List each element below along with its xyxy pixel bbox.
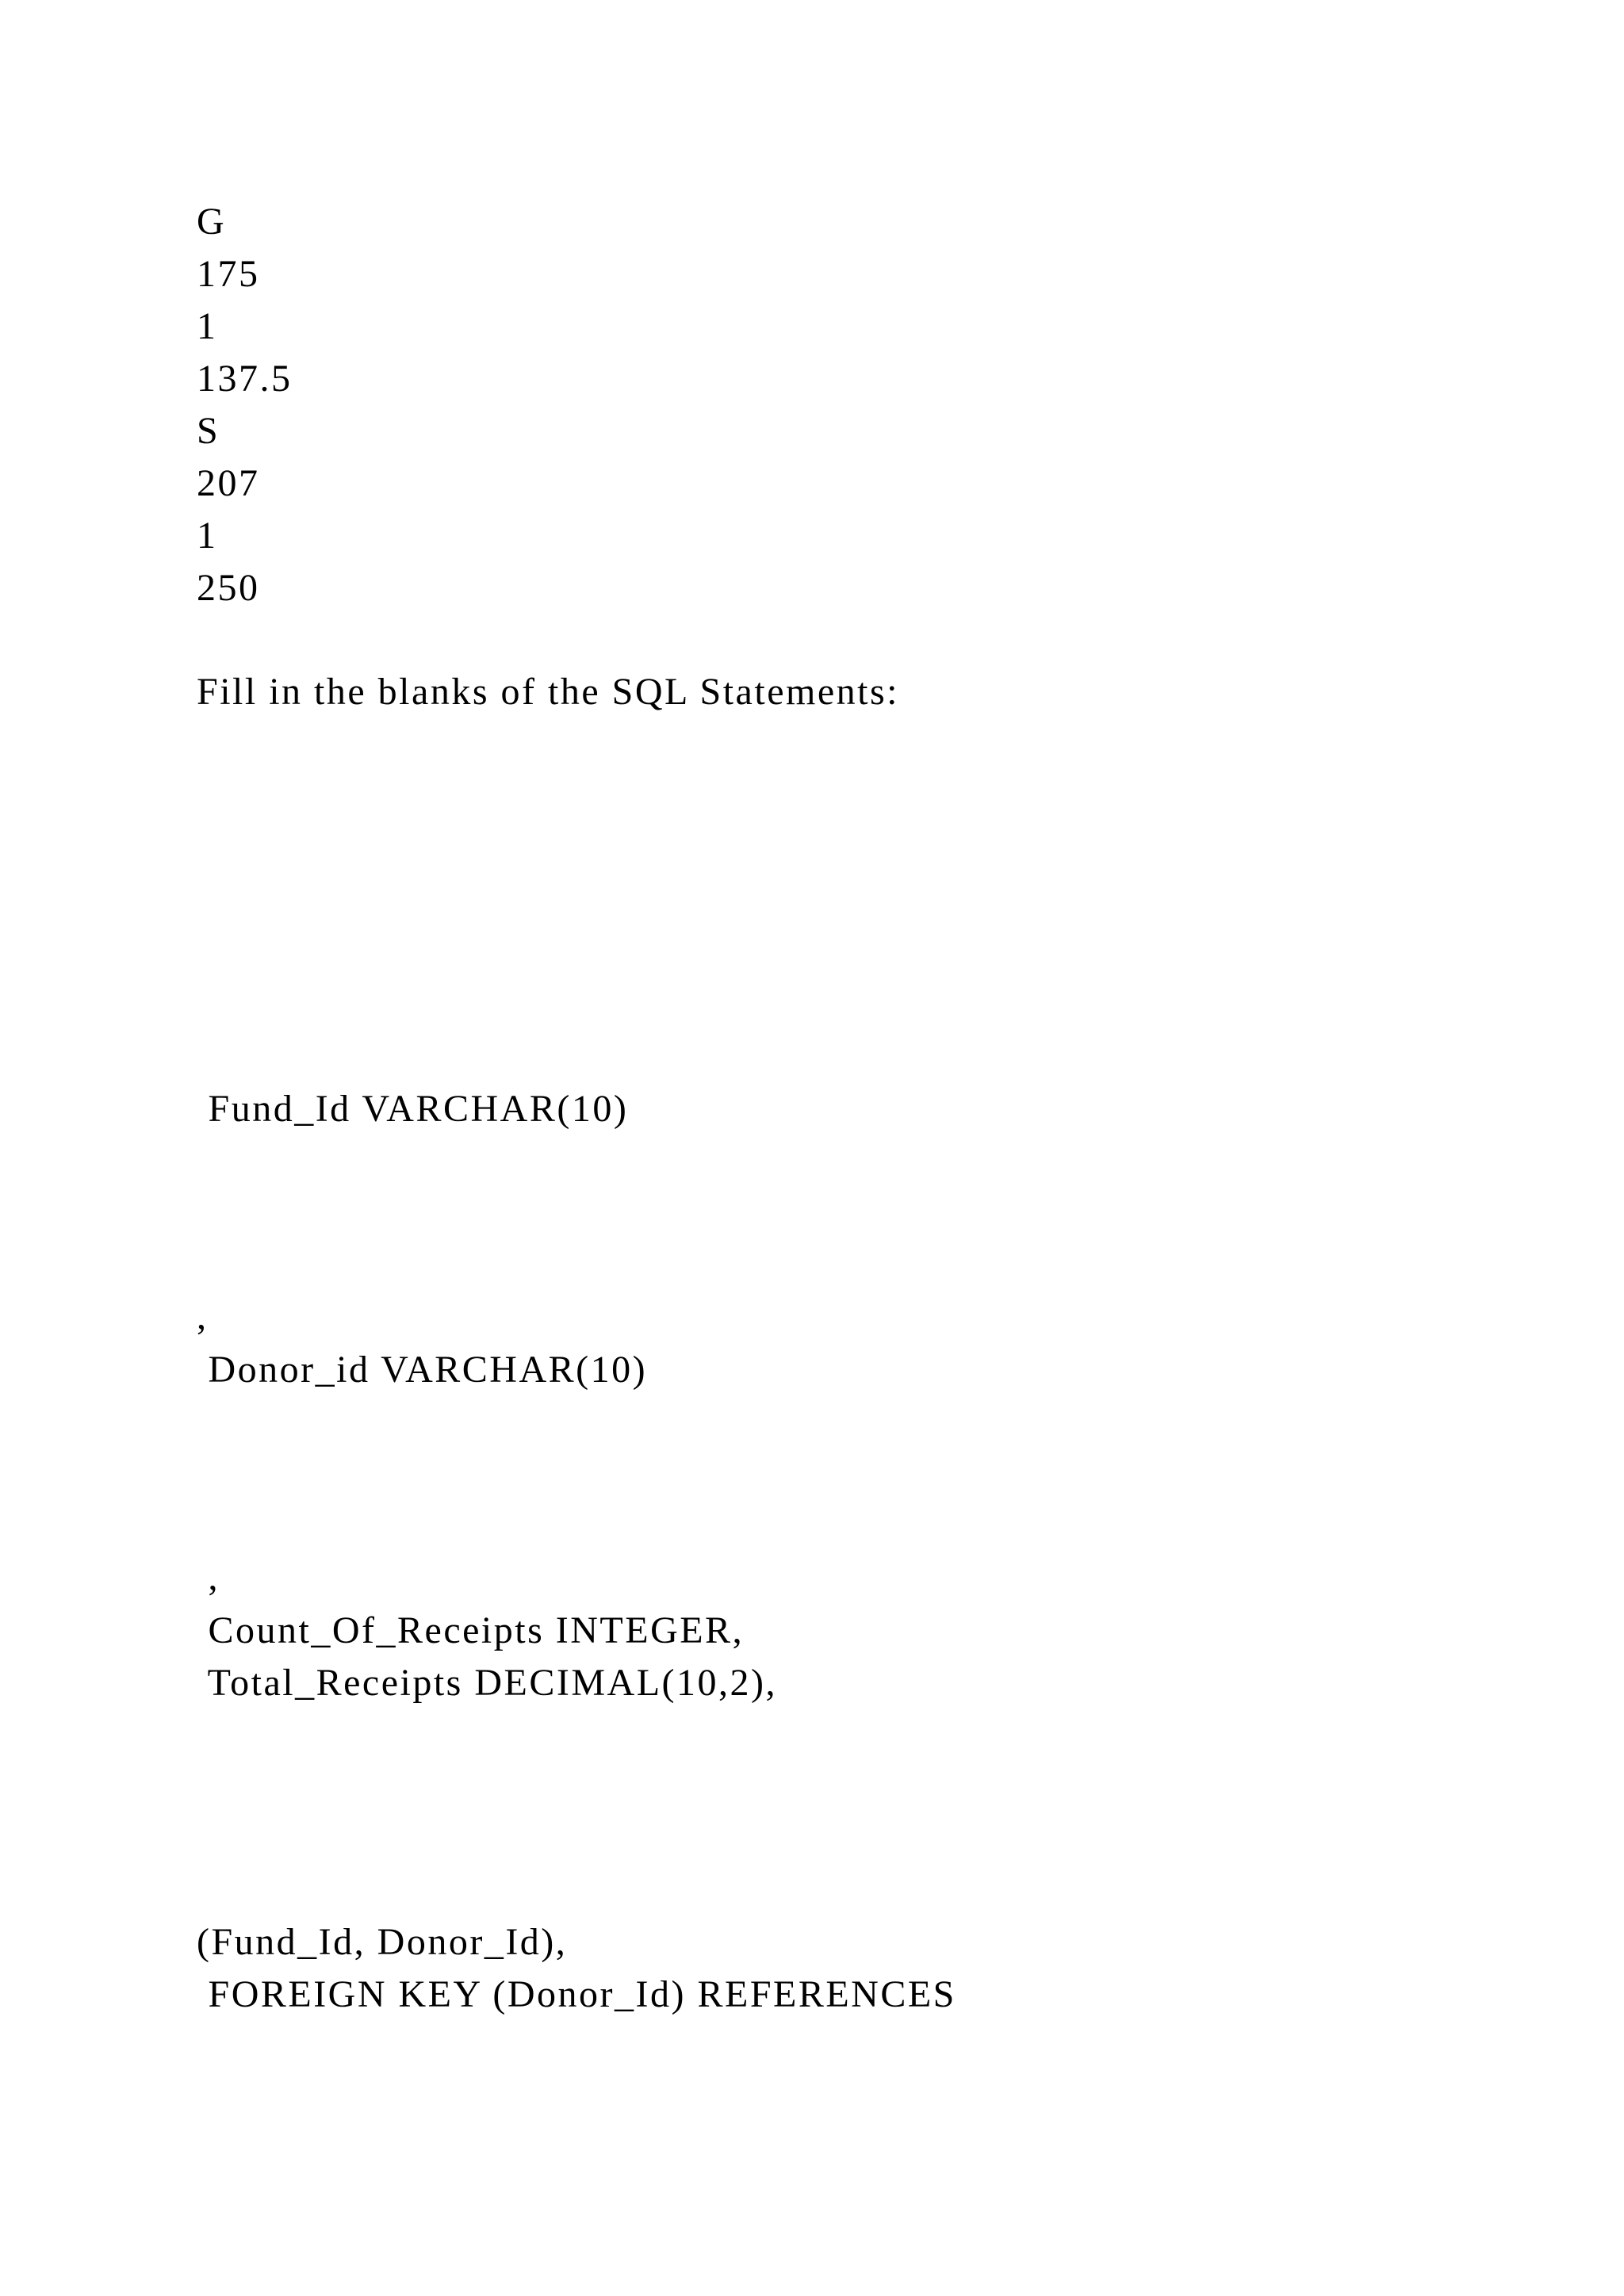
data-value-250: 250 (197, 567, 260, 609)
data-value-s: S (197, 410, 220, 452)
sql-donor-id-line: Donor_id VARCHAR(10) (197, 1349, 648, 1391)
sql-comma-2: , (197, 1556, 220, 1598)
data-value-175: 175 (197, 253, 260, 295)
data-value-137-5: 137.5 (197, 358, 293, 400)
sql-pk-line: (Fund_Id, Donor_Id), (197, 1921, 568, 1963)
sql-fund-id-line: Fund_Id VARCHAR(10) (197, 1088, 629, 1130)
data-value-1: 1 (197, 305, 218, 347)
sql-total-line: Total_Receipts DECIMAL(10,2), (197, 1662, 777, 1704)
sql-comma-1: , (197, 1295, 209, 1337)
instruction-text: Fill in the blanks of the SQL Statements: (197, 671, 899, 713)
data-value-g: G (197, 201, 227, 243)
sql-count-line: Count_Of_Receipts INTEGER, (197, 1609, 745, 1651)
data-value-1b: 1 (197, 515, 218, 557)
sql-fk-line: FOREIGN KEY (Donor_Id) REFERENCES (197, 1973, 956, 2015)
data-value-207: 207 (197, 462, 260, 504)
